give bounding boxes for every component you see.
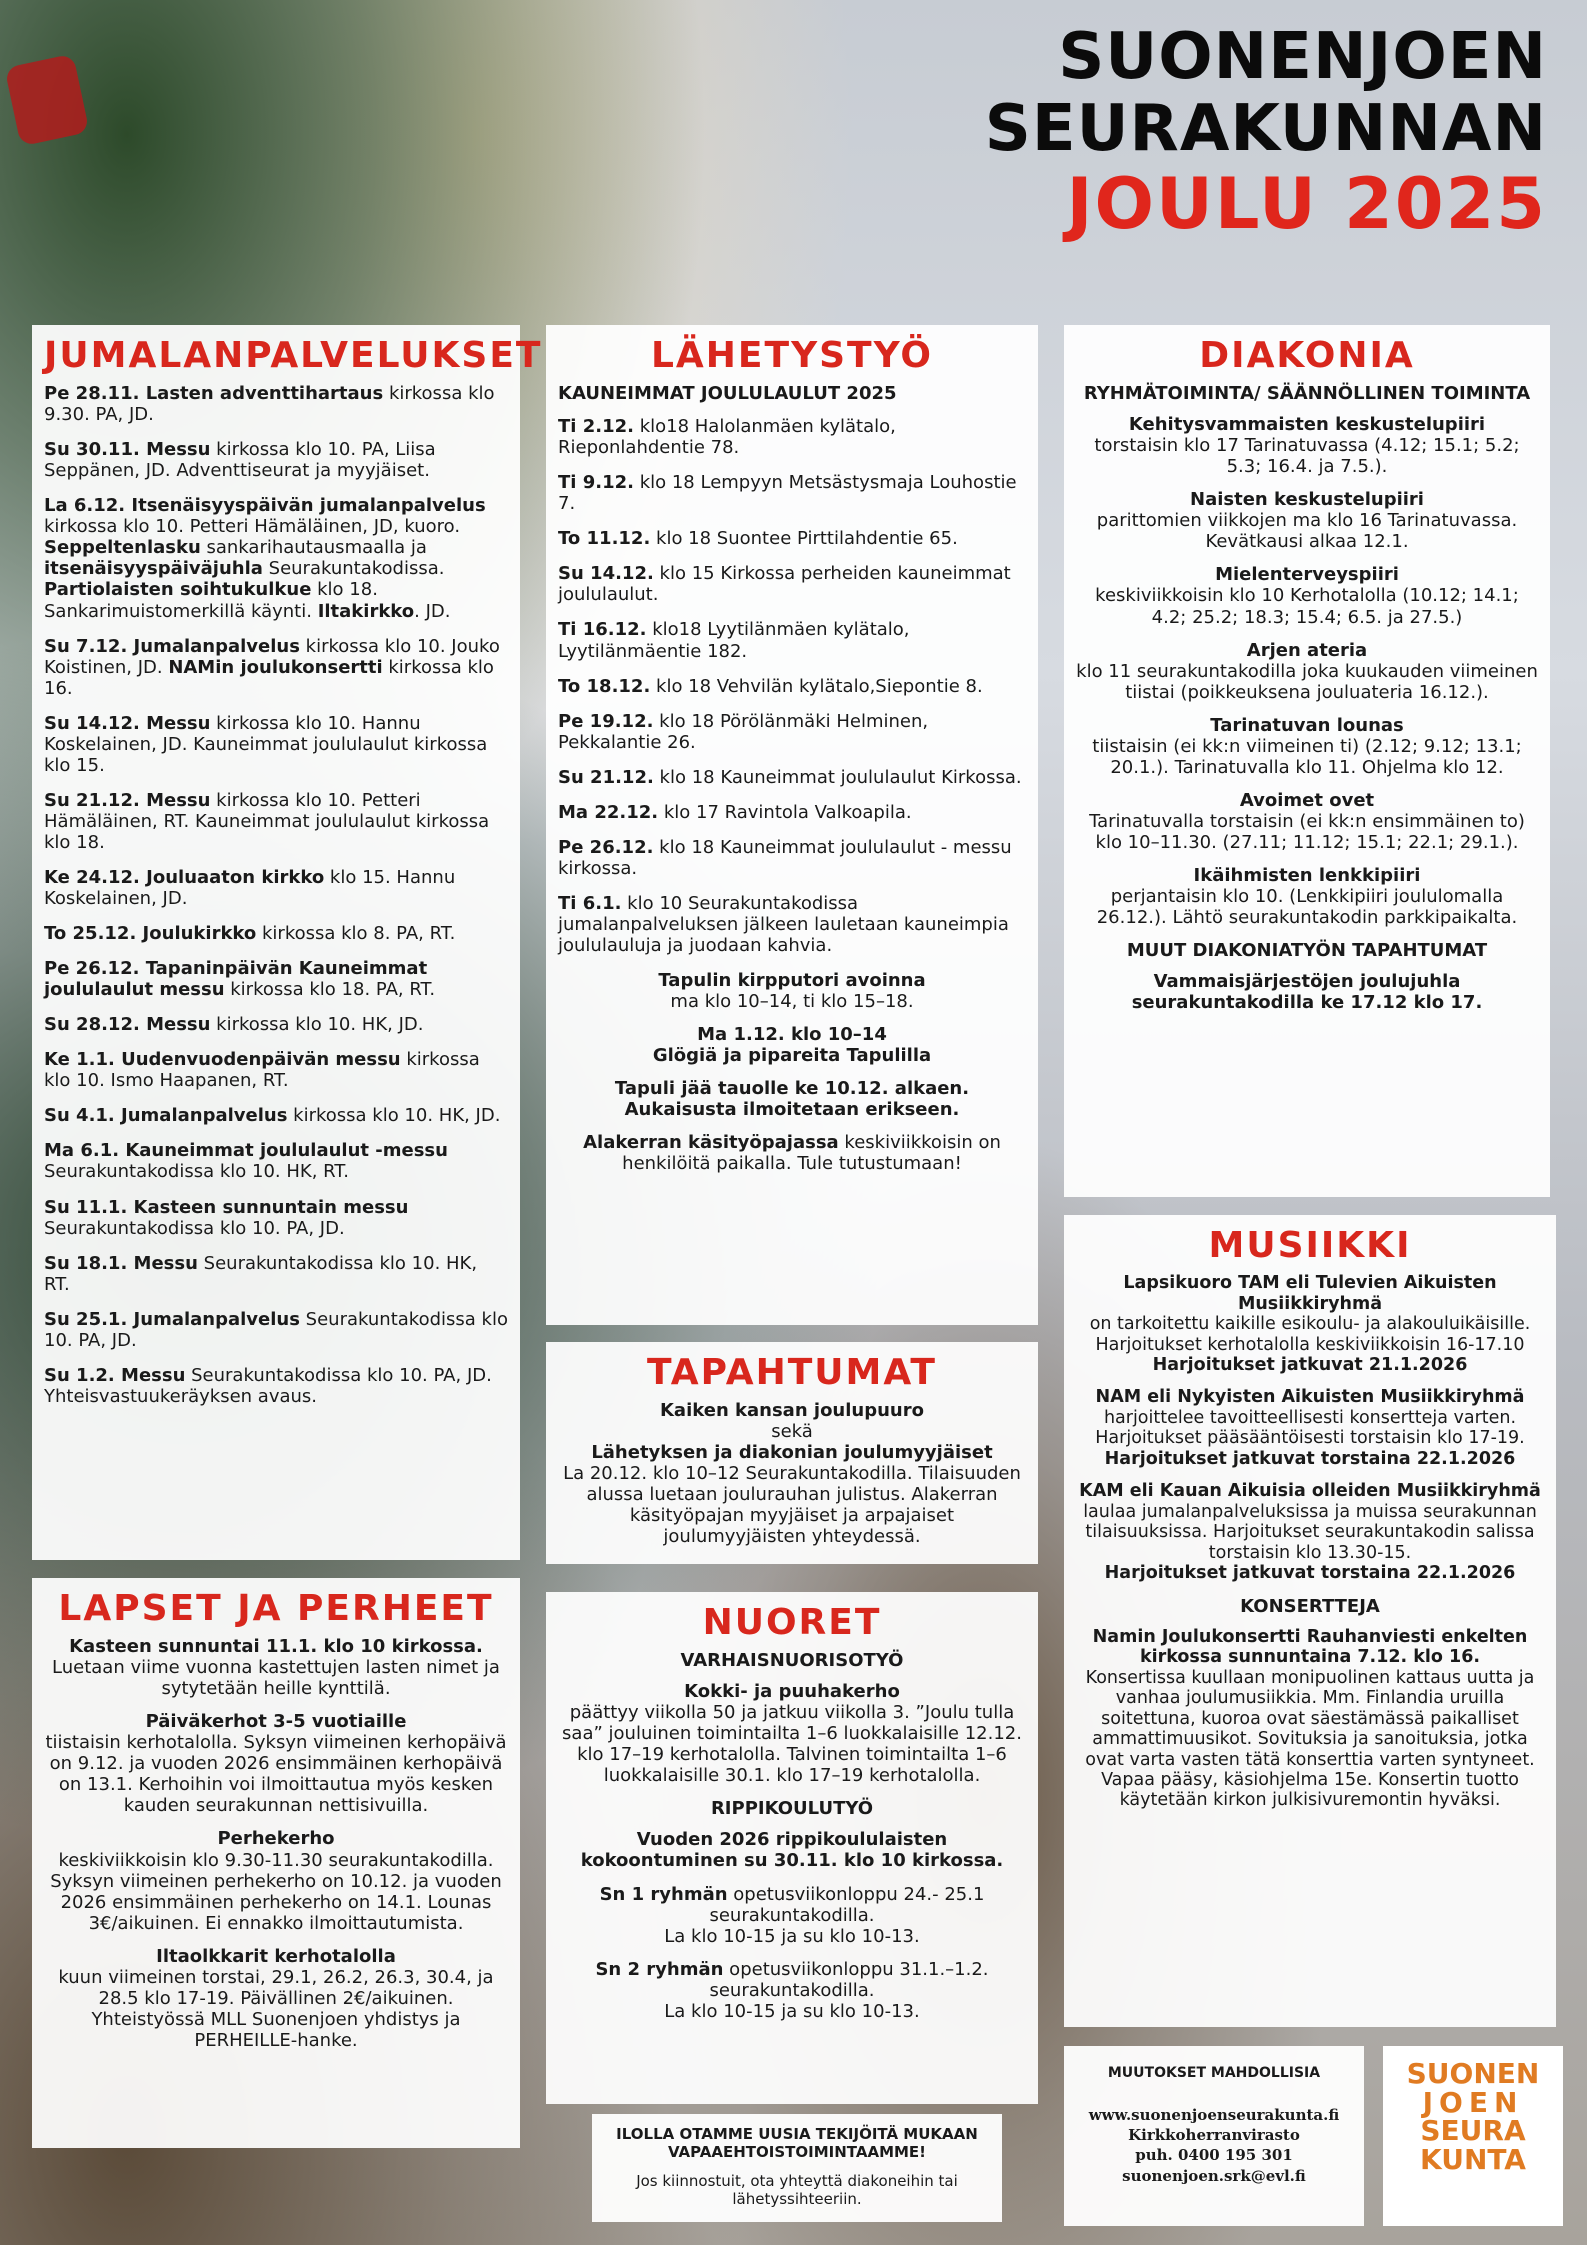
kokkikerho-info: Kokki- ja puuhakerho päättyy viikolla 50 ja jatkuu viikolla 3. ”Joulu tulla saa” jouluinen toimintailta 1–6 luokkalaisille 12.12. klo 17–19 kerhotalolla. Talvinen toimintailta 1–6 luokkalaisille 30.1. klo 17–19 kerhotalolla.	[562, 1681, 1022, 1787]
list-item: Su 30.11. Messu kirkossa klo 10. PA, Liisa Seppänen, JD. Adventtiseurat ja myyjäiset.	[44, 439, 436, 482]
list-item: To 18.12. klo 18 Vehvilän kylätalo,Siepontie 8.	[558, 675, 983, 697]
list-item: Ikäihmisten lenkkipiiri perjantaisin klo 10. (Lenkkipiiri joululomalla 26.12.). Lähtö seurakuntakodin parkkipaikalta.	[1096, 865, 1518, 929]
list-item: Su 11.1. Kasteen sunnuntain messu Seurakuntakodissa klo 10. PA, JD.	[44, 1196, 409, 1239]
vapaaehtoiset-box	[592, 2114, 1002, 2222]
ryhma-1-info: Sn 1 ryhmän opetusviikonloppu 24.- 25.1 seurakuntakodilla. La klo 10-15 ja su klo 10-13.	[599, 1883, 985, 1947]
glogi-info: Ma 1.12. klo 10–14 Glögiä ja pipareita Tapulilla	[652, 1024, 932, 1067]
list-item: Su 14.12. klo 15 Kirkossa perheiden kauneimmat joululaulut.	[558, 563, 1011, 606]
logo-line-3: SEURA	[1420, 2114, 1526, 2148]
list-item: Pe 28.11. Lasten adventtihartaus kirkossa klo 9.30. PA, JD.	[44, 383, 495, 426]
diakonia-title: DIAKONIA	[1199, 335, 1415, 376]
musiikki-title: MUSIIKKI	[1208, 1225, 1412, 1266]
list-item: To 11.12. klo 18 Suontee Pirttilahdentie 65.	[558, 528, 958, 550]
jumalanpalvelukset-panel	[32, 325, 543, 1560]
seurakunta-logo	[1383, 2046, 1563, 2226]
tapahtumat-panel	[546, 1342, 1038, 1564]
list-item: Ti 2.12. klo18 Halolanmäen kylätalo, Rieponlahdentie 78.	[558, 416, 896, 459]
list-item: Ti 9.12. klo 18 Lempyyn Metsästysmaja Louhostie 7.	[558, 472, 1017, 515]
list-item: Su 18.1. Messu Seurakuntakodissa klo 10. HK, RT.	[44, 1252, 478, 1295]
lahetystyo-subtitle: KAUNEIMMAT JOULULAULUT 2025	[558, 383, 897, 405]
phone-number[interactable]: puh. 0400 195 301	[1135, 2146, 1293, 2165]
list-item: Naisten keskustelupiiri parittomien viikkojen ma klo 16 Tarinatuvassa. Kevätkausi alkaa 12.1.	[1096, 489, 1518, 553]
list-item: Ke 24.12. Jouluaaton kirkko klo 15. Hannu Koskelainen, JD.	[44, 867, 456, 910]
list-item: Lapsikuoro TAM eli Tulevien Aikuisten Musiikkiryhmä on tarkoitettu kaikille esikoulu- ja alakouluikäisille. Harjoitukset kerhotalolla keskiviikkoisin 16-17.10 Harjoitukset jatkuvat 21.1.2026	[1089, 1273, 1531, 1375]
office-label: Kirkkoherranvirasto	[1128, 2126, 1300, 2145]
list-item: Su 21.12. Messu kirkossa klo 10. Petteri Hämäläinen, RT. Kauneimmat joululaulut kirkossa klo 18.	[44, 789, 490, 853]
list-item: Su 28.12. Messu kirkossa klo 10. HK, JD.	[44, 1014, 424, 1036]
title-line-1: SUONENJOEN	[1058, 20, 1547, 94]
konsertteja-heading: KONSERTTEJA	[1240, 1595, 1380, 1617]
list-item: Mielenterveyspiiri keskiviikkoisin klo 10 Kerhotalolla (10.12; 14.1; 4.2; 25.2; 18.3; 15.4; 6.5. ja 27.5.)	[1095, 564, 1519, 628]
rippikoulu-info: Vuoden 2026 rippikoululaisten kokoontuminen su 30.11. klo 10 kirkossa.	[580, 1829, 1004, 1872]
lahetystyo-panel	[546, 325, 1038, 1325]
ryhma-2-info: Sn 2 ryhmän opetusviikonloppu 31.1.–1.2. seurakuntakodilla. La klo 10-15 ja su klo 10-13.	[595, 1958, 989, 2022]
list-item: Su 1.2. Messu Seurakuntakodissa klo 10. PA, JD. Yhteisvastuukeräyksen avaus.	[44, 1364, 492, 1407]
list-item: Ti 16.12. klo18 Lyytilänmäen kylätalo, Lyytilänmäentie 182.	[558, 619, 910, 662]
list-item: Su 4.1. Jumalanpalvelus kirkossa klo 10. HK, JD.	[44, 1105, 501, 1127]
rippikoulu-heading: RIPPIKOULUTYÖ	[710, 1798, 874, 1820]
list-item: Ke 1.1. Uudenvuodenpäivän messu kirkossa klo 10. Ismo Haapanen, RT.	[44, 1049, 480, 1092]
kasityo-info: Alakerran käsityöpajassa keskiviikkoisin on henkilöitä paikalla. Tule tutustumaan!	[583, 1132, 1001, 1175]
muutokset-note: MUUTOKSET MAHDOLLISIA	[1107, 2065, 1321, 2081]
list-item: Ti 6.1. klo 10 Seurakuntakodissa jumalanpalveluksen jälkeen lauletaan kauneimpia joululauluja ja juodaan kahvia.	[558, 892, 1009, 956]
diakonia-subtitle: RYHMÄTOIMINTA/ SÄÄNNÖLLINEN TOIMINTA	[1083, 383, 1531, 405]
tapahtumat-content: Kaiken kansan joulupuuro sekä Lähetyksen ja diakonian joulumyyjäiset La 20.12. klo 10–12 Seurakuntakodilla. Tilaisuuden alussa luetaan joulurauhan julistus. Alakerran käsityöpajan myyjäiset ja arpajaiset joulumyyjäisten yhteydessä.	[563, 1400, 1021, 1548]
list-item: Su 21.12. klo 18 Kauneimmat joululaulut Kirkossa.	[558, 766, 1022, 788]
list-item: NAM eli Nykyisten Aikuisten Musiikkiryhmä harjoittelee tavoitteellisesti konsertteja varten. Harjoitukset pääsääntöisesti torstaisin klo 17-19. Harjoitukset jatkuvat torstaina 22.1.2026	[1095, 1387, 1525, 1469]
musiikki-panel	[1064, 1215, 1556, 2027]
website-link[interactable]: www.suonenjoenseurakunta.fi	[1088, 2105, 1340, 2124]
list-item: Kehitysvammaisten keskustelupiiri torstaisin klo 17 Tarinatuvassa (4.12; 15.1; 5.2; 5.3; 16.4. ja 7.5.).	[1094, 414, 1520, 478]
list-item: To 25.12. Joulukirkko kirkossa klo 8. PA, RT.	[44, 923, 456, 945]
lapset-panel	[32, 1578, 520, 2148]
namin-konsertti-info: Namin Joulukonsertti Rauhanviesti enkelten kirkossa sunnuntaina 7.12. klo 16. Konsertissa kuullaan monipuolinen kattaus uutta ja vanhaa joulumusiikkia. Mm. Finlandia uruilla soitettuna, kuoroa ovat säestämässä paikalliset ammattimuusikot. Sovituksia ja sanoituksia, jotka ovat varta vasten tätä konserttia varten syntyneet. Vapaa pääsy, käsiohjelma 15e. Konsertin tuotto käytetään kirkon julkisivuremontin hyväksi.	[1085, 1626, 1535, 1811]
list-item: Arjen ateria klo 11 seurakuntakodilla joka kuukauden viimeinen tiistai (poikkeuksena jouluateria 16.12.).	[1076, 639, 1538, 703]
list-item: Kasteen sunnuntai 11.1. klo 10 kirkossa. Luetaan viime vuonna kastettujen lasten nimet ja sytytetään heille kynttilä.	[52, 1636, 500, 1700]
ornament-decoration	[4, 54, 89, 147]
lahetystyo-title: LÄHETYSTYÖ	[650, 335, 934, 376]
contact-box	[1064, 2046, 1364, 2226]
list-item: Avoimet ovet Tarinatuvalla torstaisin (ei kk:n ensimmäinen to) klo 10–11.30. (27.11; 11.12; 15.1; 22.1; 29.1.).	[1089, 789, 1525, 853]
vapaaehtoiset-heading: ILOLLA OTAMME UUSIA TEKIJÖITÄ MUKAAN VAPAAEHTOISTOIMINTAAMME!	[616, 2125, 978, 2161]
kirpputori-info: Tapulin kirpputori avoinna ma klo 10–14, ti klo 15–18.	[658, 970, 926, 1013]
nuoret-title: NUORET	[702, 1602, 882, 1643]
muut-diakonia-heading: MUUT DIAKONIATYÖN TAPAHTUMAT	[1126, 940, 1488, 962]
tapahtumat-title: TAPAHTUMAT	[647, 1352, 937, 1393]
list-item: Perhekerho keskiviikkoisin klo 9.30-11.30 seurakuntakodilla. Syksyn viimeinen perhekerho on 10.12. ja vuoden 2026 ensimmäinen perhekerho on 14.1. Lounas 3€/aikuinen. Ei ennakko ilmoittautumista.	[50, 1828, 502, 1934]
lapset-title: LAPSET JA PERHEET	[58, 1588, 494, 1629]
tauko-info: Tapuli jää tauolle ke 10.12. alkaen. Aukaisusta ilmoitetaan erikseen.	[614, 1078, 970, 1121]
varhaisnuoriso-heading: VARHAISNUORISOTYÖ	[680, 1650, 904, 1672]
page-title	[985, 22, 1547, 244]
list-item: Su 14.12. Messu kirkossa klo 10. Hannu Koskelainen, JD. Kauneimmat joululaulut kirkossa klo 15.	[44, 712, 488, 776]
logo-line-4: KUNTA	[1420, 2142, 1526, 2176]
list-item: Pe 26.12. klo 18 Kauneimmat joululaulut - messu kirkossa.	[558, 836, 1012, 879]
jumalanpalvelukset-title: JUMALANPALVELUKSET	[44, 335, 543, 376]
list-item: Su 25.1. Jumalanpalvelus Seurakuntakodissa klo 10. PA, JD.	[44, 1308, 508, 1351]
list-item: Ma 6.1. Kauneimmat joululaulut -messu Seurakuntakodissa klo 10. HK, RT.	[44, 1140, 448, 1183]
logo-line-1: SUONEN	[1406, 2057, 1540, 2090]
vammais-juhla-info: Vammaisjärjestöjen joulujuhla seurakuntakodilla ke 17.12 klo 17.	[1131, 971, 1483, 1014]
email-link[interactable]: suonenjoen.srk@evl.fi	[1122, 2166, 1306, 2185]
nuoret-panel	[546, 1592, 1038, 2104]
list-item: La 6.12. Itsenäisyyspäivän jumalanpalvelus kirkossa klo 10. Petteri Hämäläinen, JD, kuoro. Seppeltenlasku sankarihautausmaalla ja itsenäisyyspäiväjuhla Seurakuntakodissa. Partiolaisten soihtukulkue klo 18. Sankarimuistomerkillä käynti. Iltakirkko. JD.	[44, 495, 486, 622]
list-item: KAM eli Kauan Aikuisia olleiden Musiikkiryhmä laulaa jumalanpalveluksissa ja muissa seurakunnan tilaisuuksissa. Harjoitukset seurakuntakodin salissa torstaisin klo 13.30-15. Harjoitukset jatkuvat torstaina 22.1.2026	[1079, 1481, 1541, 1584]
title-line-2: SEURAKUNNAN	[984, 91, 1547, 166]
vapaaehtoiset-text: Jos kiinnostuit, ota yhteyttä diakoneihin tai lähetyssihteeriin.	[636, 2172, 958, 2209]
list-item: Tarinatuvan lounas tiistaisin (ei kk:n viimeinen ti) (2.12; 9.12; 13.1; 20.1.). Tarinatuvalla klo 11. Ohjelma klo 12.	[1092, 714, 1522, 778]
list-item: Pe 26.12. Tapaninpäivän Kauneimmat joululaulut messu kirkossa klo 18. PA, RT.	[44, 958, 436, 1001]
list-item: Pe 19.12. klo 18 Pörölänmäki Helminen, Pekkalantie 26.	[558, 710, 929, 753]
logo-line-2: JOEN	[1422, 2085, 1524, 2119]
list-item: Iltaolkkarit kerhotalolla kuun viimeinen torstai, 29.1, 26.2, 26.3, 30.4, ja 28.5 klo 17-19. Päivällinen 2€/aikuinen. Yhteistyössä MLL Suonenjoen yhdistys ja PERHEILLE-hanke.	[58, 1945, 494, 2051]
list-item: Su 7.12. Jumalanpalvelus kirkossa klo 10. Jouko Koistinen, JD. NAMin joulukonsertti kirkossa klo 16.	[44, 635, 500, 699]
list-item: Ma 22.12. klo 17 Ravintola Valkoapila.	[558, 801, 912, 823]
title-line-3: JOULU 2025	[1066, 163, 1547, 246]
list-item: Päiväkerhot 3-5 vuotiaille tiistaisin kerhotalolla. Syksyn viimeinen kerhopäivä on 9.12. ja vuoden 2026 ensimmäinen kerhopäivä on 13.1. Kerhoihin voi ilmoittautua myös kesken kauden seurakunnan nettisivuilla.	[45, 1711, 507, 1817]
diakonia-panel	[1064, 325, 1550, 1197]
